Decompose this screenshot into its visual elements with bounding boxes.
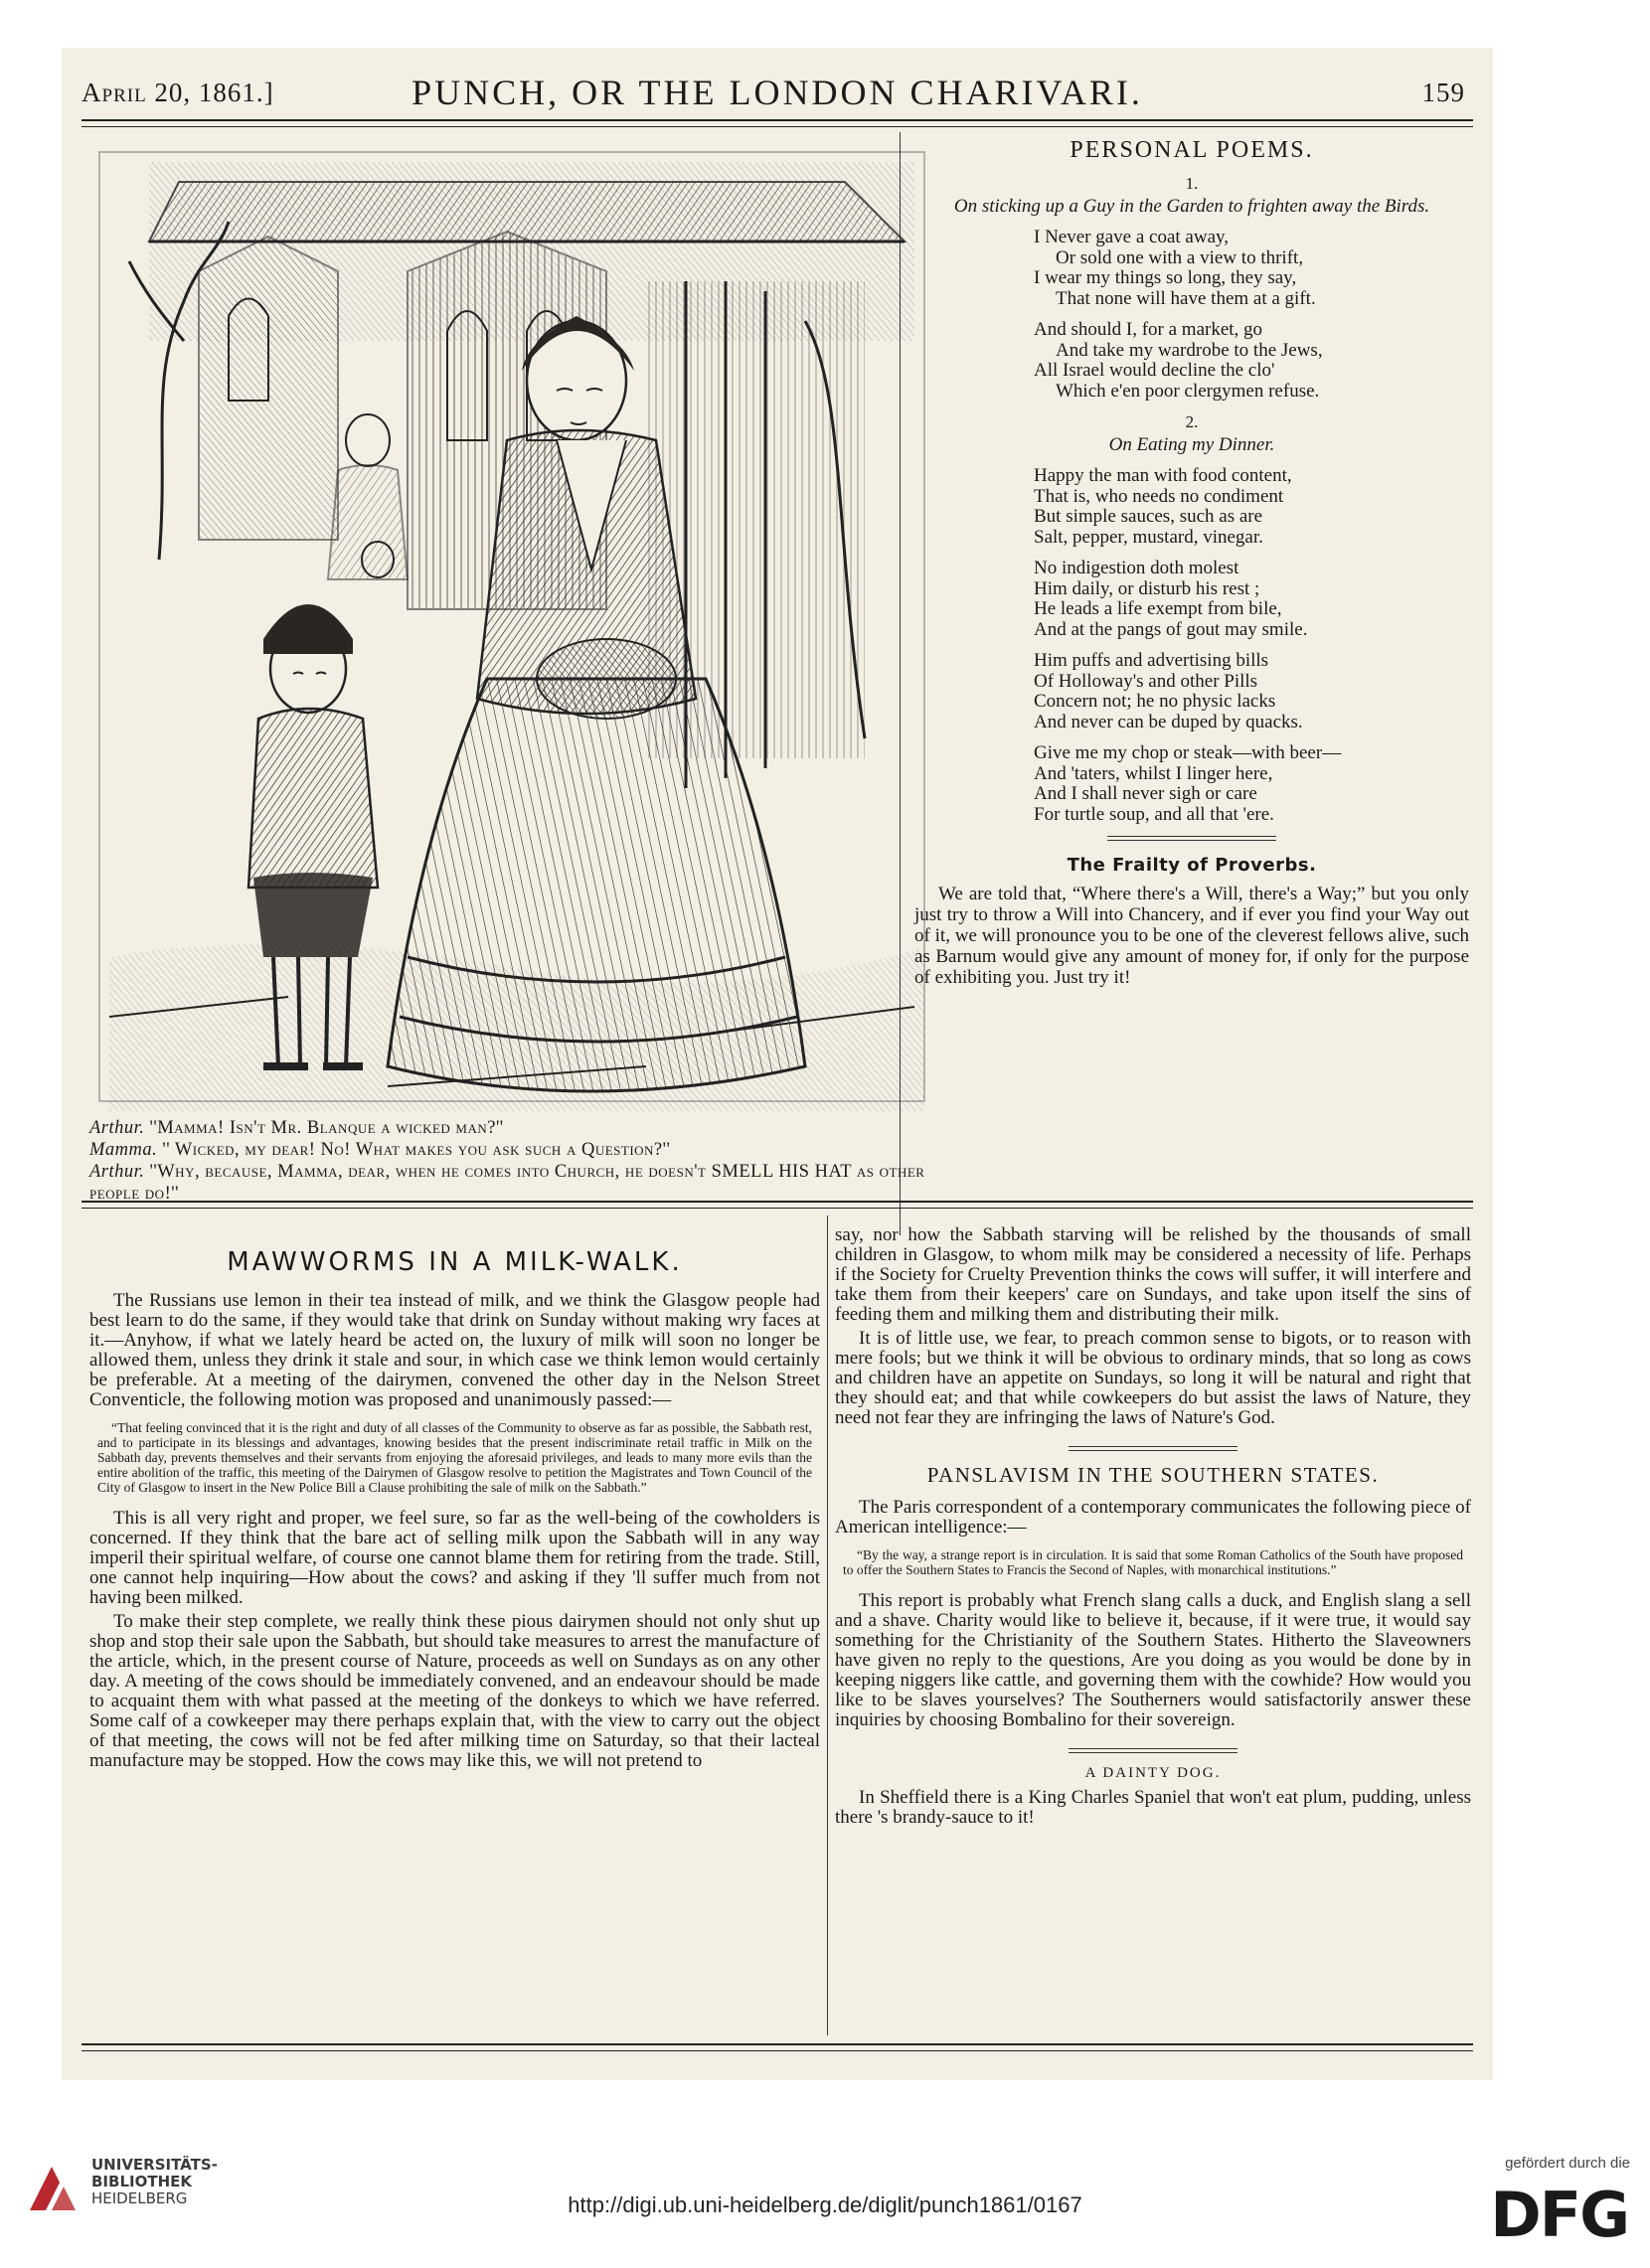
personal-poems-column bbox=[914, 137, 1469, 988]
library-name: UNIVERSITÄTS- BIBLIOTHEK HEIDELBERG bbox=[91, 2156, 218, 2207]
caption-line-2: Mamma. '' Wicked, my dear! No! What makes you ask such a Question?'' bbox=[89, 1140, 671, 1160]
dfg-logo: DFG bbox=[1490, 2179, 1628, 2251]
issue-date: April 20, 1861.] bbox=[82, 78, 274, 107]
mawworms-para-3: To make their step complete, we really think these pious dairymen should not only shut up shop and stop their sale upon the Sabbath, but should take measures to arrest the manufacture of the article, which, in the present course of Nature, proceeds as well on Sundays as on any other day. A meeting of the cows should be immediately convened, and an endeavour should be made to acquaint them with what passed at the meeting of the donkeys to which we have referred. Some calf of a cowkeeper may there perhaps explain that, with the view to carry out the object of that meeting, the cows will not be fed after milking time on Saturday, so that their lacteal manufacture may be stopped. How the cows may like this, we will not pretend to bbox=[89, 1611, 820, 1771]
cartoon-drawing bbox=[89, 142, 934, 1111]
permalink-url[interactable]: http://digi.ub.uni-heidelberg.de/diglit/punch1861/0167 bbox=[568, 2192, 1082, 2217]
page-number: 159 bbox=[1421, 78, 1465, 107]
mawworms-column bbox=[89, 1225, 820, 1775]
running-head bbox=[82, 70, 1473, 113]
poem-1-number: 1. bbox=[1185, 174, 1199, 193]
poem-2-subtitle: On Eating my Dinner. bbox=[1108, 434, 1275, 455]
mawworms-quote: “That feeling convinced that it is the right and duty of all classes of the Community to observe as far as possible, the Sabbath rest, and to participate in its blessings and advantages, knowing besides that the present indiscriminate retail traffic in Milk on the Sabbath day, prevents themselves and their servants from enjoying the aforesaid privileges, and leads to many more evils than the entire abolition of the traffic, this meeting of the Dairymen of Glasgow resolve to petition the Magistrates and Town Council of the City of Glasgow to insert in the New Police Bill a Clause prohibiting the sale of milk on the Sabbath.” bbox=[97, 1420, 812, 1495]
mawworms-para-5: It is of little use, we fear, to preach common sense to bigots, or to reason with mere fools; but we think it will be obvious to ordinary minds, that so long as cows and children have an appetite on Sundays, so long it will be natural and right that they should eat; and that while cowkeepers do but assist the laws of Nature, they need not fear they are infringing the laws of Nature's God. bbox=[835, 1328, 1471, 1428]
frailty-text: We are told that, “Where there's a Will, there's a Way;” but you only just try to throw a Will into Chancery, and if ever you find your Way out of it, we will pronounce you to be one of the cleverest fellows alive, such as Barnum would give any amount of money for, if only for the purpose of exhibiting you. Just try it! bbox=[914, 884, 1469, 988]
frailty-title: The Frailty of Proverbs. bbox=[1067, 855, 1317, 876]
section-divider bbox=[1069, 1748, 1238, 1753]
poem-1-stanza-2: And should I, for a market, go And take my wardrobe to the Jews, All Israel would decline the clo' Which e'en poor clergymen refuse. bbox=[1034, 319, 1323, 402]
mawworms-para-2: This is all very right and proper, we feel sure, so far as the well-being of the cowholders is concerned. If they think that the bare act of selling milk upon the Sabbath will in any way imperil their spiritual welfare, of course one cannot blame them for retiring from the trade. Still, one cannot help inquiring—How about the cows? and asking if they 'll suffer much from not having been milked. bbox=[89, 1508, 820, 1608]
bottom-rule bbox=[82, 2043, 1473, 2051]
poem-2-stanza-4: Give me my chop or steak—with beer— And 'taters, whilst I linger here, And I shall never sigh or care For turtle soup, and all that 'ere. bbox=[1034, 742, 1342, 825]
poem-1-stanza-1: I Never gave a coat away, Or sold one with a view to thrift, I wear my things so long, they say, That none will have them at a gift. bbox=[1034, 227, 1316, 309]
newspaper-page bbox=[62, 48, 1493, 2080]
mawworms-para-4: say, nor how the Sabbath starving will be relished by the thousands of small children in Glasgow, to whom milk may be considered a necessity of life. Perhaps if the Society for Cruelty Prevention thinks the cows will suffer, it will interfere and take them from their keepers' care on Sundays, and take upon itself the sins of feeding them and milking them and distributing their milk. bbox=[835, 1224, 1471, 1325]
panslavism-quote: “By the way, a strange report is in circulation. It is said that some Roman Catholics of the South have proposed to offer the Southern States to Francis the Second of Naples, with monarchical institutions.” bbox=[843, 1547, 1463, 1577]
panslavism-para-2: This report is probably what French slang calls a duck, and English slang a sell and a shave. Charity would like to believe it, because, if it were true, it would say something for the Christianity of the Southern States. Hitherto the Slaveowners have given no reply to the questions, Are you doing as you would be done by in keeping niggers like cattle, and governing them with the cowhide? How would you like to be slaves yourselves? The Southerners would satisfactorily answer these inquiries by choosing Bombalino for their sovereign. bbox=[835, 1590, 1471, 1730]
header-rule bbox=[82, 119, 1473, 127]
mawworms-title: MAWWORMS IN A MILK-WALK. bbox=[227, 1247, 683, 1277]
panslavism-para-1: The Paris correspondent of a contemporary communicates the following piece of American intelligence:— bbox=[835, 1497, 1471, 1538]
mawworms-para-1: The Russians use lemon in their tea instead of milk, and we think the Glasgow people had best learn to do the same, if they would take that drink on Sunday without making wry faces at it.—Anyhow, if what we lately heard be acted on, the luxury of milk will soon no longer be allowed them, unless they drink it stale and sour, in which case we think lemon would certainly be preferable. At a meeting of the dairymen, convened the other day in the Nelson Street Conventicle, the following motion was proposed and unanimously passed:— bbox=[89, 1290, 820, 1410]
poem-2-stanza-1: Happy the man with food content, That is, who needs no condiment But simple sauces, such as are Salt, pepper, mustard, vinegar. bbox=[1034, 465, 1292, 548]
column-divider-bottom bbox=[827, 1215, 828, 2035]
middle-rule bbox=[82, 1201, 1473, 1209]
section-divider bbox=[1069, 1446, 1238, 1451]
poem-2-stanza-2: No indigestion doth molest Him daily, or disturb his rest ; He leads a life exempt from bile, And at the pangs of gout may smile. bbox=[1034, 558, 1308, 640]
cartoon-illustration bbox=[89, 142, 934, 1111]
cartoon-caption bbox=[89, 1117, 944, 1205]
poem-2-stanza-3: Him puffs and advertising bills Of Holloway's and other Pills Concern not; he no physic lacks And never can be duped by quacks. bbox=[1034, 650, 1303, 732]
dainty-dog-text: In Sheffield there is a King Charles Spaniel that won't eat plum, pudding, unless there 's brandy-sauce to it! bbox=[835, 1787, 1471, 1828]
dainty-dog-title: A DAINTY DOG. bbox=[1084, 1765, 1222, 1781]
caption-line-3: Arthur. ''Why, because, Mamma, dear, when he comes into Church, he doesn't SMELL HIS HAT as other people do!'' bbox=[89, 1162, 925, 1204]
panslavism-title: PANSLAVISM IN THE SOUTHERN STATES. bbox=[926, 1463, 1380, 1487]
poem-2-number: 2. bbox=[1185, 412, 1199, 431]
digitization-footer bbox=[0, 2137, 1650, 2268]
funding-text: gefördert durch die bbox=[1505, 2155, 1630, 2172]
section-divider bbox=[1107, 836, 1276, 841]
personal-poems-title: PERSONAL POEMS. bbox=[1070, 137, 1314, 163]
poem-1-subtitle: On sticking up a Guy in the Garden to frighten away the Birds. bbox=[953, 196, 1430, 217]
masthead-title: PUNCH, OR THE LONDON CHARIVARI. bbox=[412, 73, 1143, 112]
right-bottom-column bbox=[835, 1225, 1471, 1832]
caption-line-1: Arthur. ''Mamma! Isn't Mr. Blanque a wicked man?'' bbox=[89, 1118, 504, 1138]
